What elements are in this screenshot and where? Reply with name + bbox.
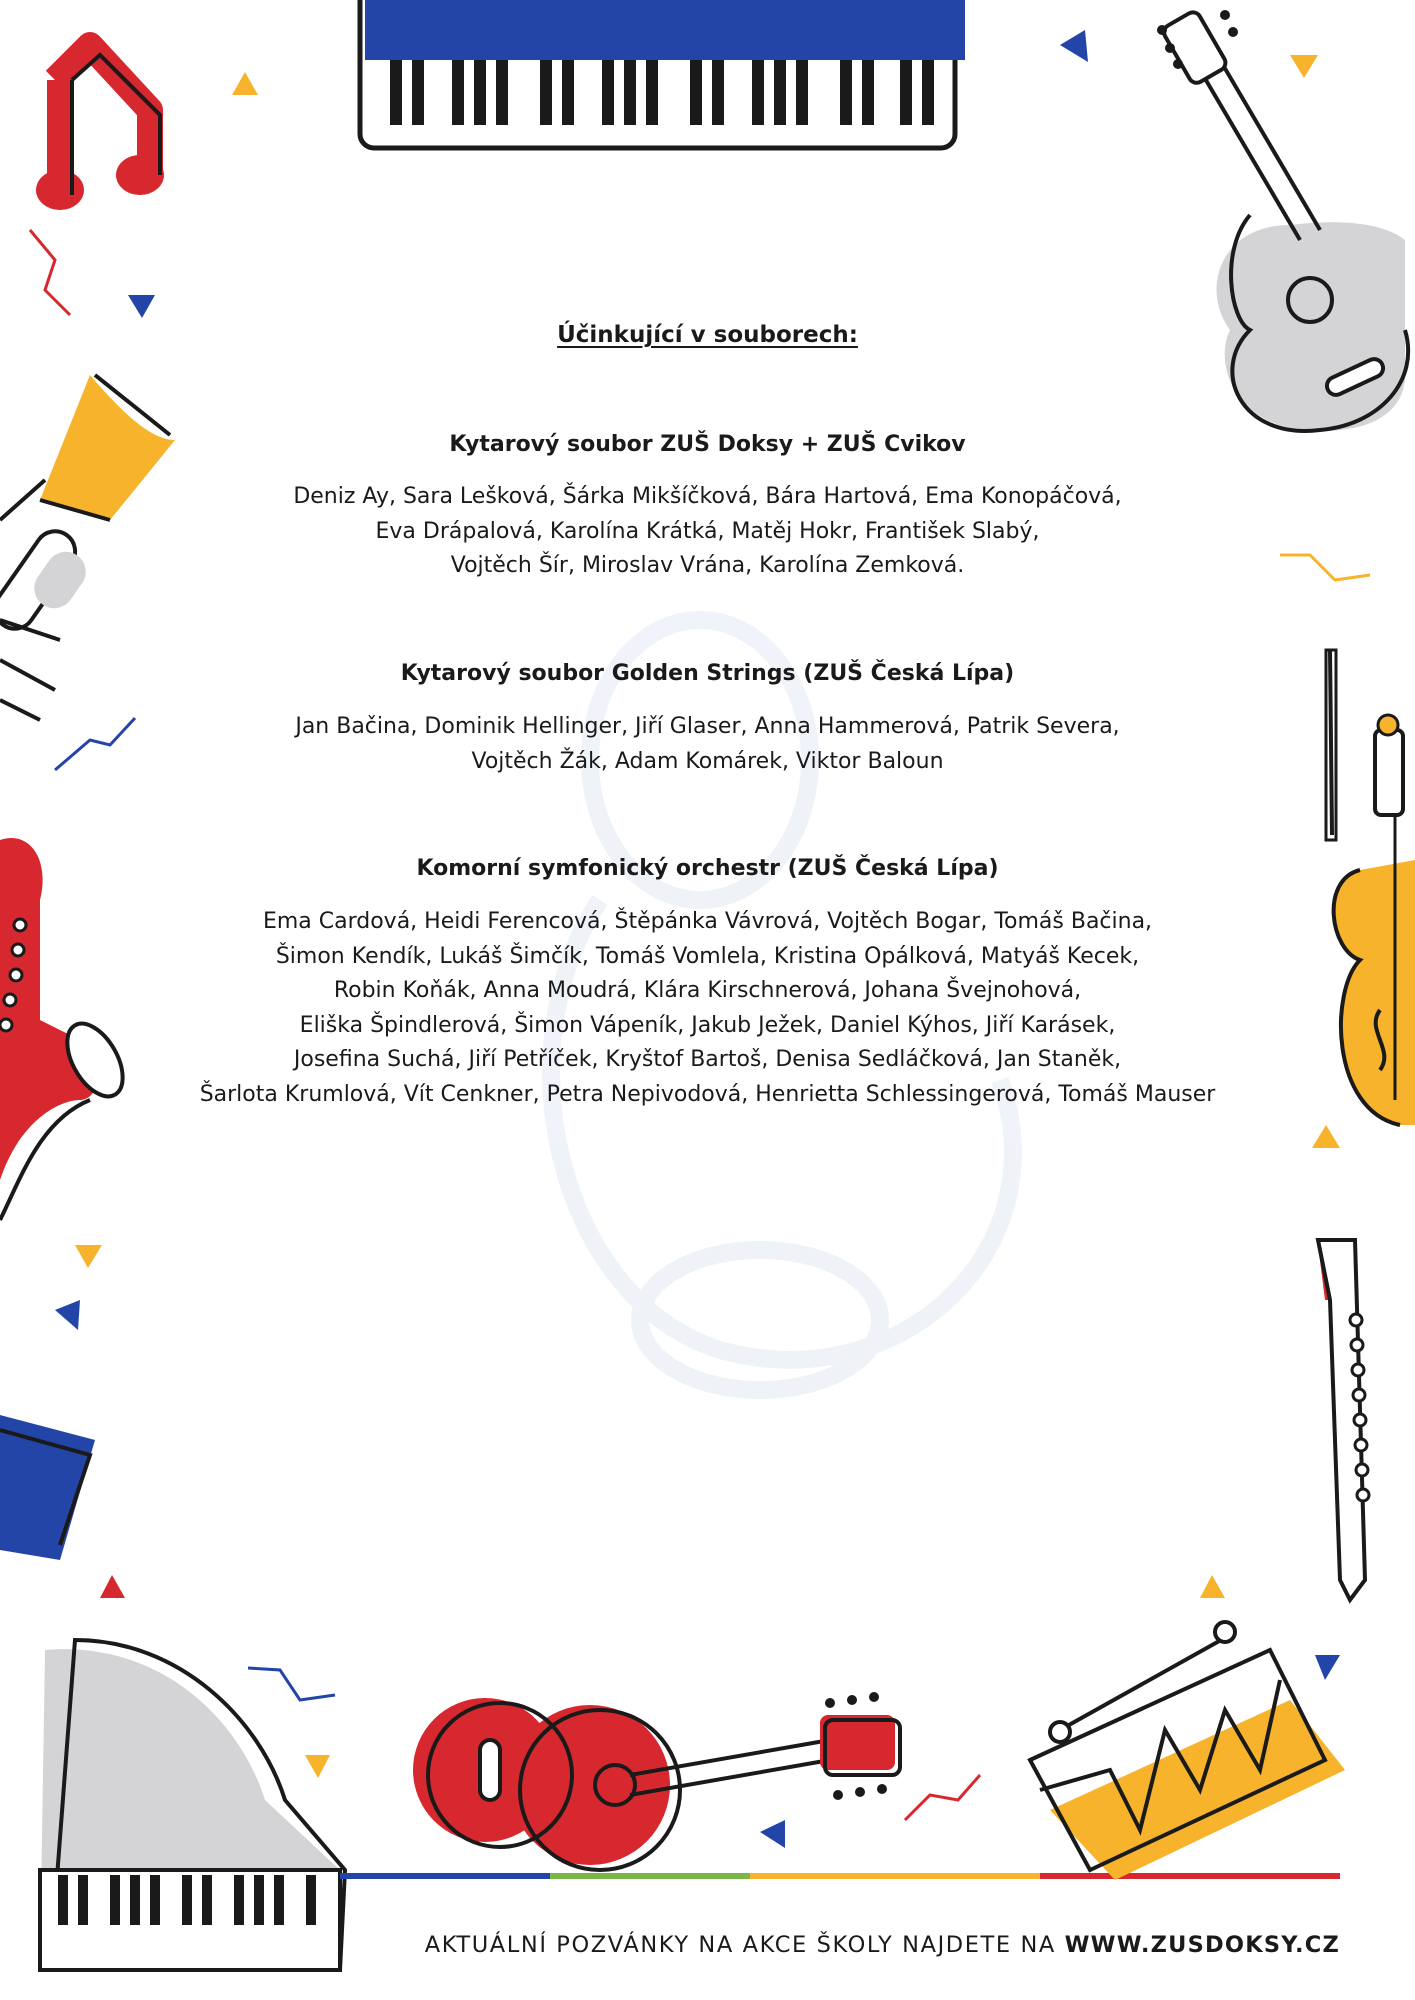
piano-icon	[40, 1640, 345, 1970]
section-names-golden-strings	[160, 710, 1255, 779]
names-line: Ema Cardová, Heidi Ferencová, Štěpánka Vávrová, Vojtěch Bogar, Tomáš Bačina,	[262, 909, 1153, 934]
names-line: Eva Drápalová, Karolína Krátká, Matěj Hokr, František Slabý,	[375, 518, 1040, 544]
footer-url-link[interactable]: WWW.ZUSDOKSY.CZ	[1064, 1932, 1340, 1958]
music-note-icon	[36, 45, 164, 210]
names-line: Šimon Kendík, Lukáš Šimčík, Tomáš Vomlela, Kristina Opálková, Matyáš Kecek,	[275, 943, 1140, 969]
color-stripe	[340, 1873, 1340, 1879]
page-heading: Účinkující v souborech:	[557, 322, 858, 348]
names-line: Vojtěch Šír, Miroslav Vrána, Karolína Zemková.	[450, 553, 965, 578]
drum-icon	[1030, 1622, 1345, 1880]
names-line: Eliška Špindlerová, Šimon Vápeník, Jakub Ježek, Daniel Kýhos, Jiří Karásek,	[299, 1012, 1116, 1038]
names-line: Deniz Ay, Sara Lešková, Šárka Mikšíčková, Bára Hartová, Ema Konopáčová,	[293, 484, 1122, 509]
names-line: Vojtěch Žák, Adam Komárek, Viktor Baloun	[471, 748, 944, 774]
section-title-chamber-orchestra: Komorní symfonický orchestr (ZUŠ Česká Lípa)	[416, 856, 999, 881]
names-line: Josefina Suchá, Jiří Petříček, Kryštof Bartoš, Denisa Sedláčková, Jan Staněk,	[293, 1047, 1122, 1072]
footer-prefix: AKTUÁLNÍ POZVÁNKY NA AKCE ŠKOLY NAJDETE NA	[424, 1932, 1056, 1958]
names-line: Robin Koňák, Anna Moudrá, Klára Kirschnerová, Johana Švejnohová,	[333, 978, 1082, 1003]
names-line: Šarlota Krumlová, Vít Cenkner, Petra Nepivodová, Henrietta Schlessingerová, Tomáš Mauser	[199, 1081, 1216, 1107]
clarinet-icon	[1318, 1240, 1369, 1600]
footer-invitation	[0, 1932, 1340, 1958]
section-title-golden-strings: Kytarový soubor Golden Strings (ZUŠ Česká Lípa)	[400, 661, 1015, 686]
guitar-icon	[1157, 9, 1408, 431]
guitar-icon	[413, 1692, 900, 1870]
section-title-guitar-ensemble: Kytarový soubor ZUŠ Doksy + ZUŠ Cvikov	[449, 432, 966, 457]
violin-icon	[1326, 650, 1415, 1125]
music-note-icon	[0, 1415, 95, 1560]
section-names-chamber-orchestra	[160, 905, 1255, 1112]
section-names-guitar-ensemble	[160, 480, 1255, 584]
names-line: Jan Bačina, Dominik Hellinger, Jiří Glaser, Anna Hammerová, Patrik Severa,	[295, 714, 1120, 739]
saxophone-icon	[0, 838, 134, 1220]
keyboard-icon	[360, 0, 965, 148]
